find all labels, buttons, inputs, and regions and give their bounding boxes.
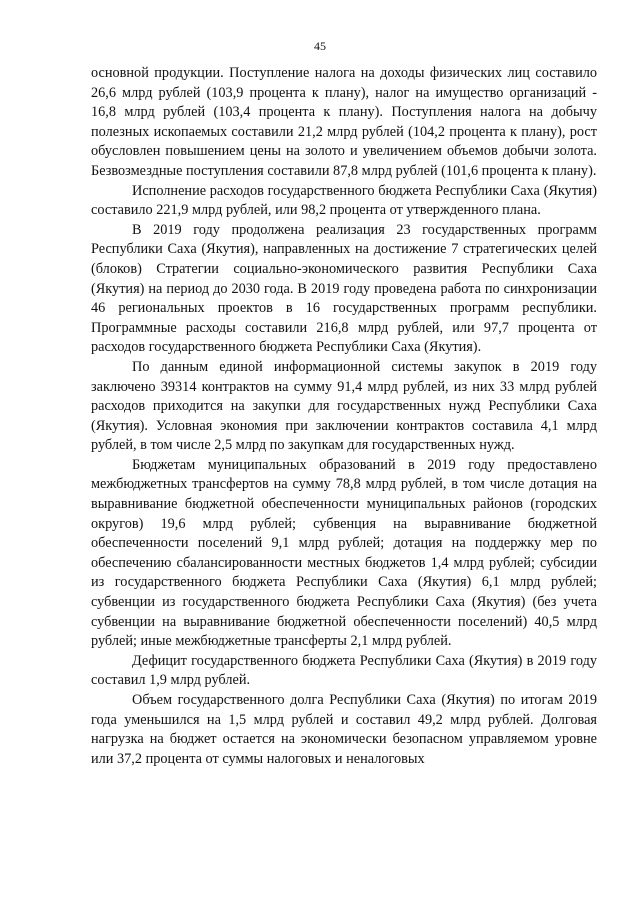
body-text [91,64,597,769]
paragraph-budget-deficit: Дефицит государственного бюджета Республики Саха (Якутия) в 2019 году составил 1,9 млрд рублей. [91,652,597,689]
paragraph-expenditure-execution: Исполнение расходов государственного бюджета Республики Саха (Якутия) составило 221,9 млрд рублей, или 98,2 процента от утвержденного плана. [91,182,597,219]
page-number: 45 [314,39,326,53]
paragraph-state-debt: Объем государственного долга Республики Саха (Якутия) по итогам 2019 года уменьшился на 1,5 млрд рублей и составил 49,2 млрд рублей. Долговая нагрузка на бюджет остается на экономически безопасном управляемом уровне или 37,2 процента от суммы налоговых и неналоговых [91,692,597,767]
paragraph-interbudgetary-transfers: Бюджетам муниципальных образований в 2019 году предоставлено межбюджетных трансфертов на сумму 78,8 млрд рублей, в том числе дотация на выравнивание бюджетной обеспеченности муниципальных районов (городских округов) 19,6 млрд рублей; субвенция на выравнивание бюджетной обеспеченности поселений 9,1 млрд рублей; дотация на поддержку мер по обеспечению сбалансированности местных бюджетов 1,4 млрд рублей; субсидии из государственного бюджета Республики Саха (Якутия) 6,1 млрд рублей; субвенции из государственного бюджета Республики Саха (Якутия) (без учета субвенции на выравнивание бюджетной обеспеченности поселений) 40,5 млрд рублей; иные межбюджетные трансферты 2,1 млрд рублей. [91,456,597,650]
paragraph-revenue-continuation: основной продукции. Поступление налога на доходы физических лиц составило 26,6 млрд рублей (103,9 процента к плану), налог на имущество организаций - 16,8 млрд рублей (103,4 процента к плану). Поступления налога на добычу полезных ископаемых составили 21,2 млрд рублей (104,2 процента к плану), рост обусловлен повышением цены на золото и увеличением объемов добычи золота. Безвозмездные поступления составили 87,8 млрд рублей (101,6 процента к плану). [91,65,597,179]
paragraph-procurement: По данным единой информационной системы закупок в 2019 году заключено 39314 контрактов на сумму 91,4 млрд рублей, из них 33 млрд рублей расходов приходится на закупки для государственных нужд Республики Саха (Якутия). Условная экономия при заключении контрактов составила 4,1 млрд рублей, в том числе 2,5 млрд по закупкам для государственных нужд. [91,358,597,454]
paragraph-state-programs: В 2019 году продолжена реализация 23 государственных программ Республики Саха (Якутия), направленных на достижение 7 стратегических целей (блоков) Стратегии социально-экономического развития Республики Саха (Якутия) на период до 2030 года. В 2019 году проведена работа по синхронизации 46 региональных проектов в 16 государственных программ республики. Программные расходы составили 216,8 млрд рублей, или 97,7 процента от расходов государственного бюджета Республики Саха (Якутия). [91,221,597,356]
